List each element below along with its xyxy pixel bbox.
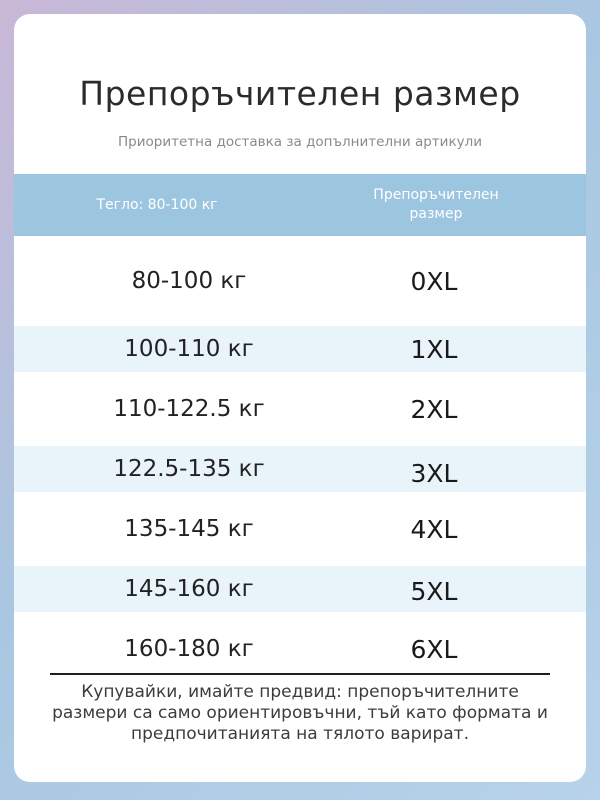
- size-cell: 6XL: [410, 634, 458, 664]
- size-cell: 2XL: [410, 394, 458, 424]
- table-row: [14, 236, 586, 326]
- table-row: [14, 446, 586, 492]
- size-cell: 4XL: [410, 514, 458, 544]
- size-table: [14, 236, 586, 686]
- header-weight: [14, 174, 300, 236]
- header-weight-label: Тегло: 80-100 кг: [96, 196, 218, 213]
- header-size: [286, 174, 586, 236]
- weight-cell: 122.5-135 кг: [113, 456, 265, 482]
- size-cell: 1XL: [410, 334, 458, 364]
- size-cell: 0XL: [410, 266, 458, 296]
- size-cell: 3XL: [410, 458, 458, 488]
- table-row: [14, 326, 586, 372]
- disclaimer-note: Купувайки, имайте предвид: препоръчителните размери са само ориентировъчни, тъй като формата и предпочитанията на тялото варират.: [52, 682, 548, 744]
- divider: [50, 673, 550, 675]
- page-title: Препоръчителен размер: [79, 74, 521, 113]
- page-subtitle: Приоритетна доставка за допълнителни артикули: [118, 134, 482, 150]
- header-size-label: Препоръчителен размер: [373, 187, 499, 222]
- table-row: [14, 566, 586, 612]
- weight-cell: 160-180 кг: [124, 636, 254, 662]
- weight-cell: 100-110 кг: [124, 336, 254, 362]
- table-row: [14, 492, 586, 566]
- table-row: [14, 372, 586, 446]
- weight-cell: 80-100 кг: [131, 268, 247, 294]
- size-chart-card: [14, 14, 586, 782]
- weight-cell: 135-145 кг: [124, 516, 254, 542]
- table-header: [14, 174, 586, 236]
- size-cell: 5XL: [410, 576, 458, 606]
- weight-cell: 145-160 кг: [124, 576, 254, 602]
- weight-cell: 110-122.5 кг: [113, 396, 265, 422]
